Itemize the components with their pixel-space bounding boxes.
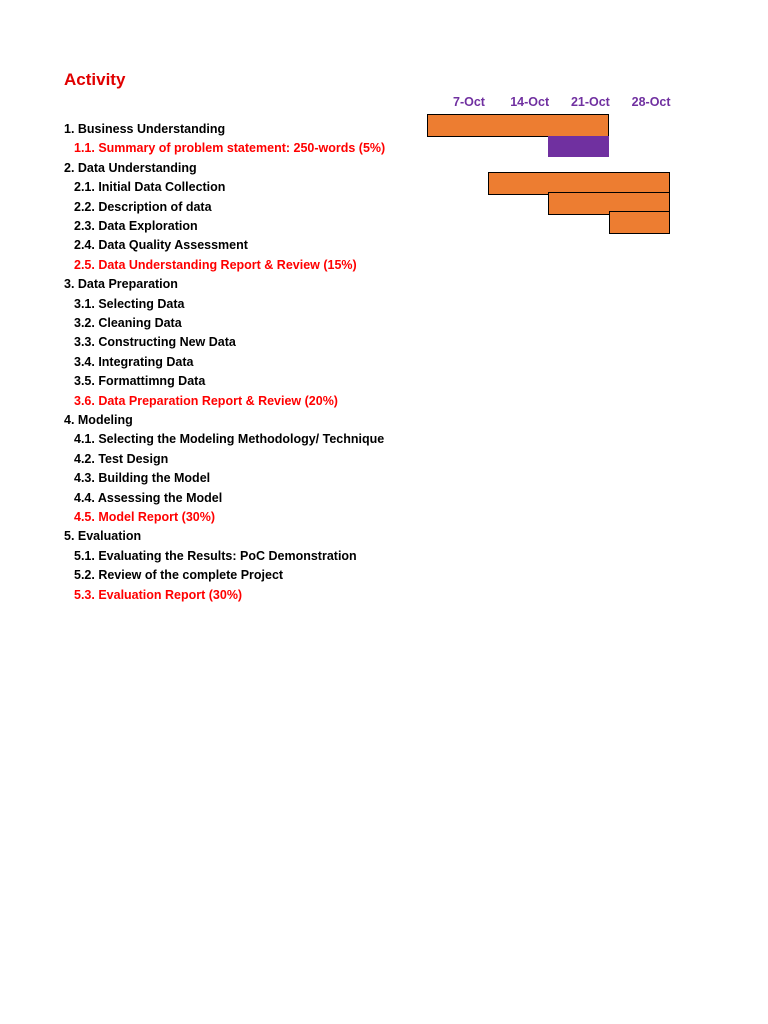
gantt-bar [609,211,670,234]
phase-label: 1. Business Understanding [64,122,226,136]
task-label: 3.6. Data Preparation Report & Review (20%) [74,393,338,408]
gantt-bar [427,114,609,137]
task-label: 2.1. Initial Data Collection [74,180,226,195]
task-label: 4.5. Model Report (30%) [74,510,215,524]
page-title: Activity [64,70,126,89]
task-label: 2.5. Data Understanding Report & Review (15%) [74,257,357,272]
task-label: 4.3. Building the Model [74,471,211,486]
task-label: 3.4. Integrating Data [74,354,194,369]
task-label: 2.3. Data Exploration [74,219,198,233]
task-label: 3.5. Formattimng Data [74,374,206,389]
week-header: 28-Oct [631,95,671,109]
gantt-bar [548,136,609,157]
task-label: 1.1. Summary of problem statement: 250-words (5%) [74,141,386,156]
task-label: 5.3. Evaluation Report (30%) [74,587,243,602]
task-label: 5.2. Review of the complete Project [74,568,284,583]
task-label: 3.1. Selecting Data [74,296,185,311]
task-label: 3.3. Constructing New Data [74,335,236,350]
task-label: 3.2. Cleaning Data [74,316,182,330]
task-label: 2.4. Data Quality Assessment [74,238,248,253]
week-header: 7-Oct [453,95,485,109]
task-label: 2.2. Description of data [74,199,212,214]
week-header: 14-Oct [510,95,550,109]
phase-label: 2. Data Understanding [64,160,197,175]
phase-label: 4. Modeling [64,413,133,427]
phase-label: 5. Evaluation [64,529,142,544]
task-label: 5.1. Evaluating the Results: PoC Demonstration [74,548,357,563]
task-label: 4.2. Test Design [74,451,169,466]
task-label: 4.1. Selecting the Modeling Methodology/ Technique [74,432,385,447]
phase-label: 3. Data Preparation [64,277,178,292]
week-header: 21-Oct [570,95,610,109]
task-label: 4.4. Assessing the Model [74,490,223,505]
